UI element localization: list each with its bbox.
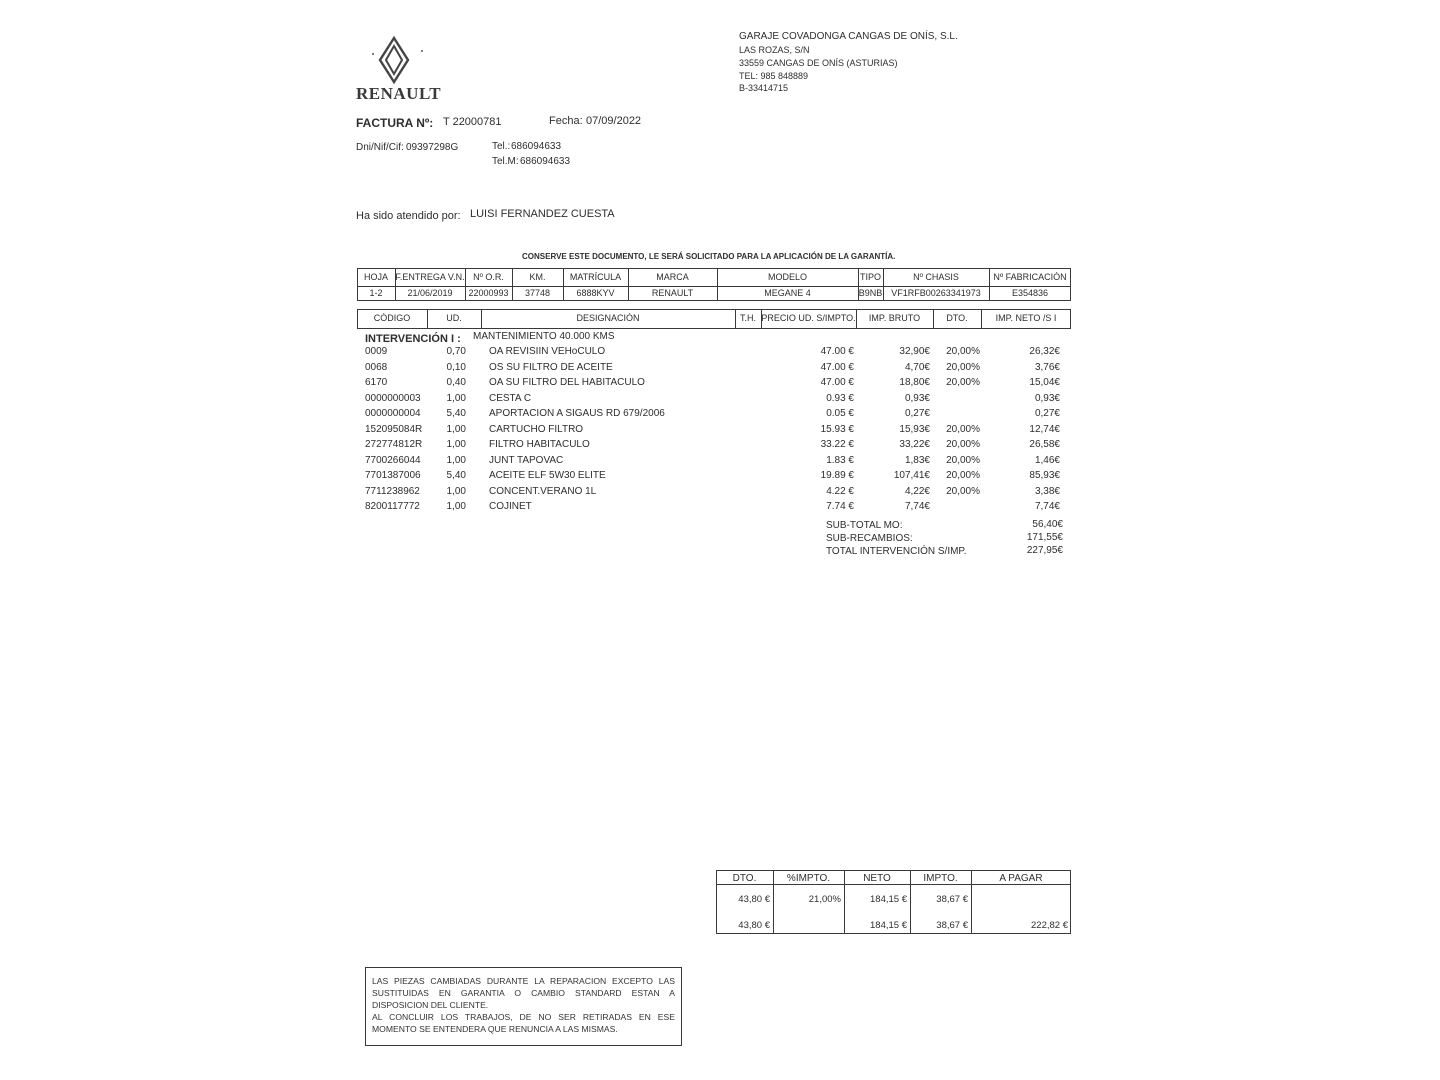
line-description: CARTUCHO FILTRO xyxy=(489,423,584,435)
line-discount: 20,00% xyxy=(946,346,980,357)
line-code: 6170 xyxy=(365,377,388,388)
totals-row2-impto: 38,67 € xyxy=(936,920,968,931)
line-units: 1,00 xyxy=(446,454,466,466)
line-unit-price: 47.00 € xyxy=(820,361,854,373)
line-discount: 20,00% xyxy=(946,423,980,435)
lines-header-cell: DESIGNACIÓN xyxy=(576,313,640,323)
vehicle-value-cell: E354836 xyxy=(1011,288,1049,298)
line-description: APORTACION A SIGAUS RD 679/2006 xyxy=(489,408,665,419)
subtotal-label: SUB-TOTAL MO: xyxy=(826,520,903,531)
line-unit-price: 47.00 € xyxy=(820,377,854,388)
line-units: 5,40 xyxy=(446,408,466,419)
vehicle-header-cell: KM. xyxy=(529,272,546,282)
totals-header-cell: NETO xyxy=(863,873,891,884)
line-units: 1,00 xyxy=(446,439,466,450)
lines-header-cell: T.H. xyxy=(739,313,756,323)
line-gross: 4,22€ xyxy=(904,485,930,497)
vehicle-value-cell: VF1RFB00263341973 xyxy=(891,288,981,298)
line-unit-price: 1.83 € xyxy=(826,454,854,466)
line-code: 0068 xyxy=(365,361,388,373)
totals-row1-neto: 184,15 € xyxy=(870,894,907,905)
line-gross: 15,93€ xyxy=(899,423,930,435)
line-unit-price: 4.22 € xyxy=(826,485,854,497)
line-gross: 107,41€ xyxy=(893,470,930,481)
line-item xyxy=(0,501,1440,516)
lines-header-cell: CÓDIGO xyxy=(373,313,411,323)
line-gross: 0,27€ xyxy=(904,408,930,419)
line-units: 1,00 xyxy=(446,423,466,435)
line-gross: 7,74€ xyxy=(904,501,930,512)
telm-value: 686094633 xyxy=(520,156,571,167)
line-description: ACEITE ELF 5W30 ELITE xyxy=(489,470,606,481)
line-gross: 1,83€ xyxy=(904,454,930,466)
line-net: 12,74€ xyxy=(1029,423,1060,435)
line-description: OA SU FILTRO DEL HABITACULO xyxy=(489,377,645,388)
garage-address-2: 33559 CANGAS DE ONÍS (ASTURIAS) xyxy=(739,58,898,68)
line-units: 0,70 xyxy=(446,346,466,357)
line-discount: 20,00% xyxy=(946,361,980,373)
subtotal-value: 56,40€ xyxy=(1032,519,1063,530)
vehicle-header-cell: F.ENTREGA V.N. xyxy=(395,272,465,282)
garage-address-1: LAS ROZAS, S/N xyxy=(739,45,810,55)
line-description: OS SU FILTRO DE ACEITE xyxy=(489,361,613,373)
attended-by: LUISI FERNANDEZ CUESTA xyxy=(470,208,615,220)
line-description: CONCENT.VERANO 1L xyxy=(489,485,597,497)
invoice-number: T 22000781 xyxy=(443,116,502,128)
line-unit-price: 15.93 € xyxy=(820,423,854,435)
vehicle-value-cell: 22000993 xyxy=(468,288,509,298)
totals-header-cell: A PAGAR xyxy=(999,873,1043,884)
line-item xyxy=(0,470,1440,485)
line-discount: 20,00% xyxy=(946,485,980,497)
garage-name: GARAJE COVADONGA CANGAS DE ONÍS, S.L. xyxy=(739,31,958,42)
invoice-date: 07/09/2022 xyxy=(586,115,642,127)
telm-label: Tel.M: xyxy=(492,156,519,167)
line-gross: 0,93€ xyxy=(904,392,930,404)
tel-label: Tel.: xyxy=(492,141,511,152)
vehicle-header-cell: Nº CHASIS xyxy=(913,272,959,282)
vehicle-value-cell: B9NB xyxy=(858,288,883,298)
dni-value: 09397298G xyxy=(406,142,459,153)
line-description: OA REVISIIN VEHoCULO xyxy=(489,346,606,357)
line-unit-price: 47.00 € xyxy=(820,346,854,357)
line-item xyxy=(0,377,1440,392)
totals-row1-dto: 43,80 € xyxy=(738,894,770,905)
line-code: 272774812R xyxy=(365,439,423,450)
intervention-title: MANTENIMIENTO 40.000 KMS xyxy=(473,331,615,342)
line-units: 0,10 xyxy=(446,361,466,373)
line-code: 0009 xyxy=(365,346,388,357)
garage-cif: B-33414715 xyxy=(739,83,789,93)
totals-header-cell: IMPTO. xyxy=(923,873,958,884)
line-discount: 20,00% xyxy=(946,377,980,388)
totals-row2-neto: 184,15 € xyxy=(870,920,907,931)
vehicle-value-cell: 21/06/2019 xyxy=(407,288,453,298)
subtotal-label: TOTAL INTERVENCIÓN S/IMP. xyxy=(826,546,967,557)
dni-label: Dni/Nif/Cif: xyxy=(356,142,404,153)
vehicle-header-cell: HOJA xyxy=(363,272,388,282)
line-discount: 20,00% xyxy=(946,439,980,450)
brand-name: RENAULT xyxy=(356,84,442,103)
parts-notice xyxy=(365,967,682,1046)
garage-phone: TEL: 985 848889 xyxy=(739,71,809,81)
line-units: 5,40 xyxy=(446,470,466,481)
vehicle-header-cell: TIPO xyxy=(859,272,881,282)
line-description: FILTRO HABITACULO xyxy=(489,439,590,450)
line-description: JUNT TAPOVAC xyxy=(489,454,564,466)
line-gross: 4,70€ xyxy=(904,361,930,373)
line-net: 0,27€ xyxy=(1034,408,1060,419)
attended-label: Ha sido atendido por: xyxy=(356,210,461,222)
vehicle-header-cell: MODELO xyxy=(767,272,807,282)
line-unit-price: 19.89 € xyxy=(820,470,854,481)
line-net: 85,93€ xyxy=(1029,470,1060,481)
line-units: 0,40 xyxy=(446,377,466,388)
warranty-notice: CONSERVE ESTE DOCUMENTO, LE SERÁ SOLICITADO PARA LA APLICACIÓN DE LA GARANTÍA. xyxy=(522,252,896,261)
line-unit-price: 7.74 € xyxy=(826,501,854,512)
totals-row1-pct: 21,00% xyxy=(808,894,841,905)
line-item xyxy=(0,424,1440,439)
vehicle-value-cell: 1-2 xyxy=(369,288,383,298)
line-net: 7,74€ xyxy=(1034,501,1060,512)
line-net: 3,76€ xyxy=(1034,361,1060,373)
totals-header-cell: %IMPTO. xyxy=(786,873,831,884)
line-code: 0000000004 xyxy=(365,408,421,419)
line-item xyxy=(0,362,1440,377)
line-item xyxy=(0,408,1440,423)
lines-header-cell: IMP. NETO /S I xyxy=(995,313,1057,323)
line-net: 3,38€ xyxy=(1034,485,1060,497)
lines-header-cell: UD. xyxy=(446,313,462,323)
line-code: 8200117772 xyxy=(365,501,420,512)
line-units: 1,00 xyxy=(446,485,466,497)
line-units: 1,00 xyxy=(446,392,466,404)
renault-diamond-icon xyxy=(370,36,424,84)
notice-paragraph-1: LAS PIEZAS CAMBIADAS DURANTE LA REPARACION EXCEPTO LAS SUSTITUIDAS EN GARANTIA O CAMBIO STANDARD ESTAN A DISPOSICION DEL CLIENTE. xyxy=(372,976,675,1010)
line-item xyxy=(0,486,1440,501)
line-units: 1,00 xyxy=(446,501,466,512)
vehicle-header-cell: MARCA xyxy=(656,272,689,282)
vehicle-value-cell: RENAULT xyxy=(651,288,694,298)
line-unit-price: 0.05 € xyxy=(826,408,854,419)
line-item xyxy=(0,455,1440,470)
vehicle-header-cell: Nº O.R. xyxy=(473,272,504,282)
line-gross: 18,80€ xyxy=(899,377,930,388)
invoice-date-label: Fecha: xyxy=(549,115,583,127)
subtotal-value: 227,95€ xyxy=(1026,545,1063,556)
line-unit-price: 0.93 € xyxy=(826,392,854,404)
tel-value: 686094633 xyxy=(511,141,562,152)
line-discount: 20,00% xyxy=(946,470,980,481)
line-net: 15,04€ xyxy=(1029,377,1060,388)
line-code: 0000000003 xyxy=(365,392,421,404)
line-net: 1,46€ xyxy=(1034,454,1060,466)
vehicle-value-cell: 37748 xyxy=(524,288,551,298)
subtotal-label: SUB-RECAMBIOS: xyxy=(826,533,913,544)
line-net: 26,58€ xyxy=(1029,439,1060,450)
line-item xyxy=(0,346,1440,361)
line-code: 7700266044 xyxy=(365,454,421,466)
invoice-number-label: FACTURA Nº: xyxy=(356,116,434,130)
line-description: COJINET xyxy=(489,501,532,512)
line-code: 152095084R xyxy=(365,423,423,435)
line-net: 26,32€ xyxy=(1029,346,1060,357)
intervention-label: INTERVENCIÓN I : xyxy=(365,333,461,345)
lines-header-cell: PRECIO UD. S/IMPTO. xyxy=(761,313,856,323)
notice-paragraph-2: AL CONCLUIR LOS TRABAJOS, DE NO SER RETIRADAS EN ESE MOMENTO SE ENTENDERA QUE RENUNCIA A LAS MISMAS. xyxy=(372,1012,675,1034)
subtotal-value: 171,55€ xyxy=(1026,532,1063,543)
lines-header-cell: IMP. BRUTO xyxy=(868,313,921,323)
line-item xyxy=(0,439,1440,454)
lines-header-cell: DTO. xyxy=(946,313,968,323)
line-item xyxy=(0,393,1440,408)
vehicle-header-cell: MATRÍCULA xyxy=(569,272,622,282)
line-net: 0,93€ xyxy=(1034,392,1060,404)
line-gross: 33,22€ xyxy=(899,439,930,450)
line-code: 7711238962 xyxy=(365,485,420,497)
amount-due: 222,82 € xyxy=(1031,920,1068,931)
totals-row1-impto: 38,67 € xyxy=(936,894,968,905)
line-unit-price: 33.22 € xyxy=(820,439,854,450)
line-gross: 32,90€ xyxy=(899,346,930,357)
vehicle-header-cell: Nº FABRICACIÓN xyxy=(993,272,1067,282)
line-discount: 20,00% xyxy=(946,454,980,466)
totals-row2-dto: 43,80 € xyxy=(738,920,770,931)
vehicle-value-cell: 6888KYV xyxy=(576,288,615,298)
vehicle-value-cell: MEGANE 4 xyxy=(764,288,811,298)
totals-header-cell: DTO. xyxy=(732,873,757,884)
line-description: CESTA C xyxy=(489,392,532,404)
line-code: 7701387006 xyxy=(365,470,421,481)
